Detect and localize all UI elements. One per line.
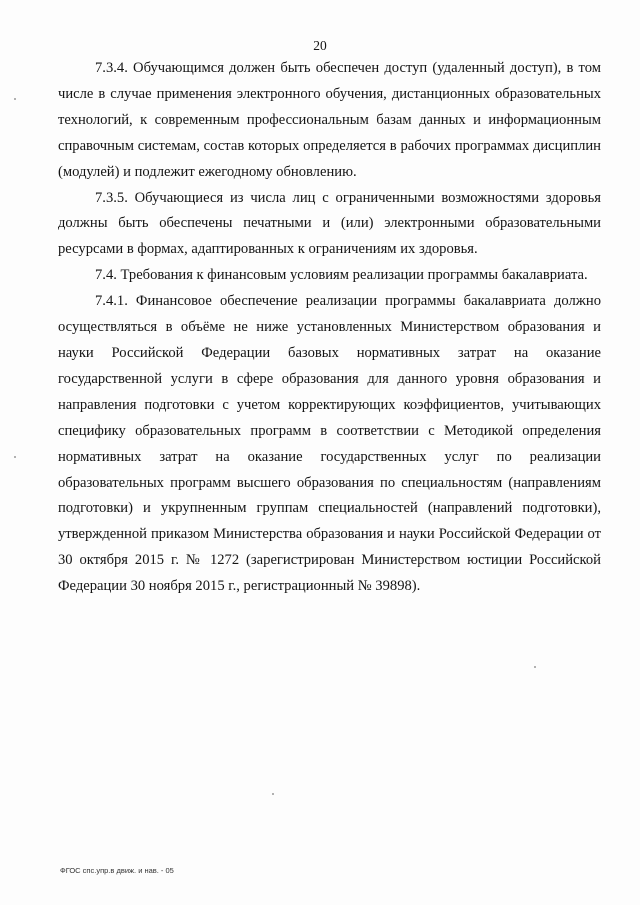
scan-speck	[534, 666, 536, 668]
page-number: 20	[313, 38, 327, 53]
paragraph-7-3-5: 7.3.5. Обучающиеся из числа лиц с ограниченными возможностями здоровья должны быть обеспечены печатными и (или) электронными образовательными ресурсами в формах, адаптированных к ограничениям их здоровья.	[58, 189, 601, 258]
scan-speck	[14, 98, 16, 100]
paragraph-7-3-4: 7.3.4. Обучающимся должен быть обеспечен доступ (удаленный доступ), в том числе в случае применения электронного обучения, дистанционных образовательных технологий, к современным профессиональным базам данных и информационным справочным системам, состав которых определяется в рабочих программах дисциплин (модулей) и подлежит ежегодному обновлению.	[58, 60, 601, 180]
scan-speck	[14, 456, 16, 458]
document-body	[58, 56, 601, 600]
scan-speck	[272, 793, 274, 795]
paragraph-7-4-1: 7.4.1. Финансовое обеспечение реализации программы бакалавриата должно осуществляться в объёме не ниже установленных Министерством образования и науки Российской Федерации базовых нормативных затрат на оказание государственной услуги в сфере образования для данного уровня образования и направления подготовки с учетом корректирующих коэффициентов, учитывающих специфику образовательных программ в соответствии с Методикой определения нормативных затрат на оказание государственных услуг по реализации образовательных программ высшего образования по специальностям (направлениям подготовки) и укрупненным группам специальностей (направлений подготовки), утвержденной приказом Министерства образования и науки Российской Федерации от 30 октября 2015 г. № 1272 (зарегистрирован Министерством юстиции Российской Федерации 30 ноября 2015 г., регистрационный № 39898).	[58, 293, 601, 595]
footer-note: ФГОС спс.упр.в движ. и нав. - 05	[60, 866, 174, 875]
section-heading-7-4: 7.4. Требования к финансовым условиям реализации программы бакалавриата.	[95, 267, 588, 284]
